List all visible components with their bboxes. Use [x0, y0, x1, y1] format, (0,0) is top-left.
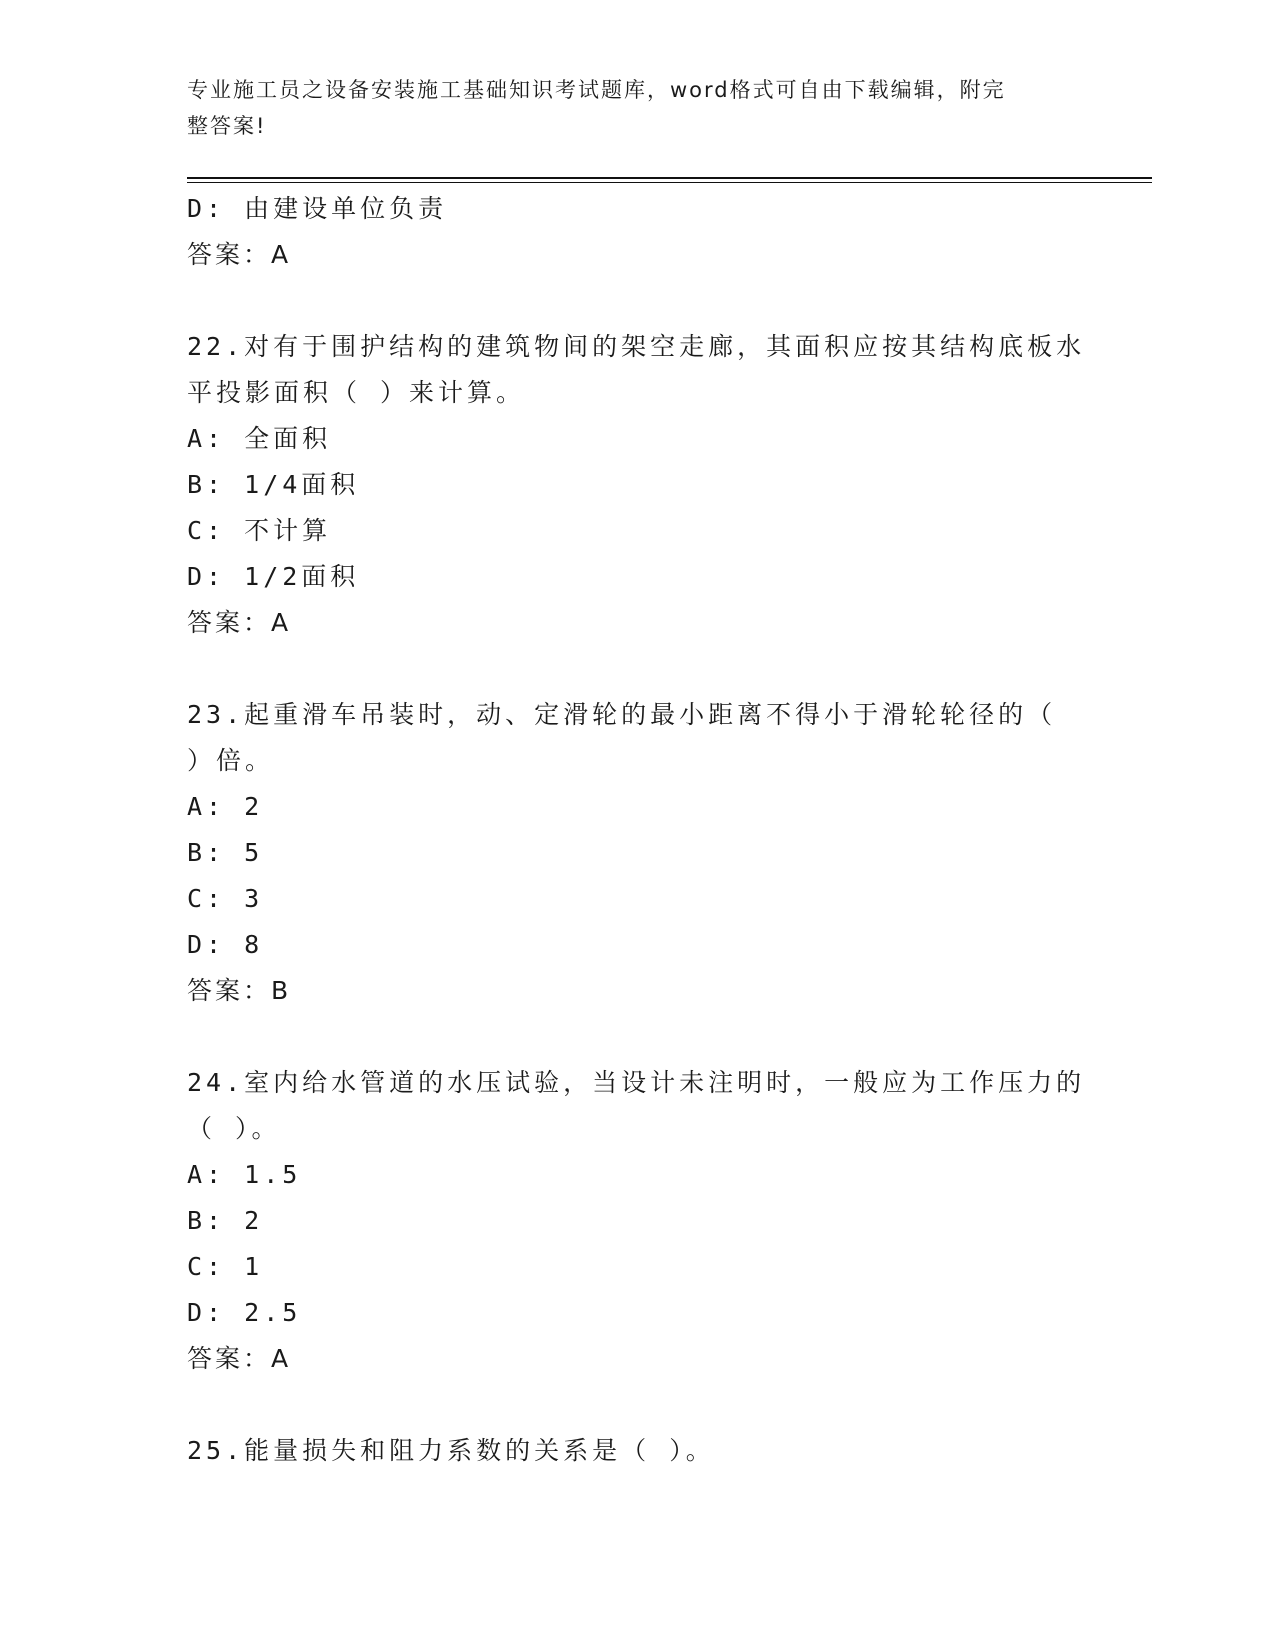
document-header: [187, 72, 1067, 144]
answer-line: 答案：B: [187, 976, 292, 1005]
option-d: D: 2.5: [187, 1298, 302, 1327]
option-d: D: 8: [187, 930, 264, 959]
option-b: B: 5: [187, 838, 264, 867]
question-stem-continued: ）倍。: [187, 746, 275, 775]
option-a: A: 1.5: [187, 1160, 302, 1189]
answer-line: 答案：A: [187, 608, 292, 637]
option-c: C: 3: [187, 884, 264, 913]
question-stem-continued: 平投影面积（ ）来计算。: [187, 378, 526, 407]
option-c: C: 1: [187, 1252, 264, 1281]
question-stem-continued: （ ）。: [187, 1114, 281, 1143]
header-title-line-2: 整答案!: [187, 114, 267, 138]
question-list: [187, 186, 1087, 1474]
question-25: [187, 1428, 1087, 1474]
answer-line: 答案：A: [187, 240, 292, 269]
spacer: [187, 646, 1087, 692]
spacer: [187, 278, 1087, 324]
question-stem: 23.起重滑车吊装时，动、定滑轮的最小距离不得小于滑轮轮径的（: [187, 700, 1057, 729]
option-a: A: 全面积: [187, 424, 332, 453]
question-stem: 25.能量损失和阻力系数的关系是（ ）。: [187, 1436, 715, 1465]
header-divider-thin: [187, 182, 1152, 183]
question-24: [187, 1060, 1087, 1382]
question-22: [187, 324, 1087, 646]
option-d: D: 1/2面积: [187, 562, 360, 591]
option-c: C: 不计算: [187, 516, 332, 545]
spacer: [187, 1382, 1087, 1428]
answer-line: 答案：A: [187, 1344, 292, 1373]
question-21-tail: [187, 186, 1087, 278]
header-divider-thick: [187, 177, 1152, 179]
question-stem: 22.对有于围护结构的建筑物间的架空走廊，其面积应按其结构底板水: [187, 332, 1086, 361]
option-b: B: 1/4面积: [187, 470, 360, 499]
question-stem: 24.室内给水管道的水压试验，当设计未注明时，一般应为工作压力的: [187, 1068, 1086, 1097]
option-a: A: 2: [187, 792, 264, 821]
spacer: [187, 1014, 1087, 1060]
header-title-line-1: 专业施工员之设备安装施工基础知识考试题库，word格式可自由下载编辑，附完: [187, 78, 1006, 102]
option-d: D: 由建设单位负责: [187, 194, 448, 223]
question-23: [187, 692, 1087, 1014]
option-b: B: 2: [187, 1206, 264, 1235]
